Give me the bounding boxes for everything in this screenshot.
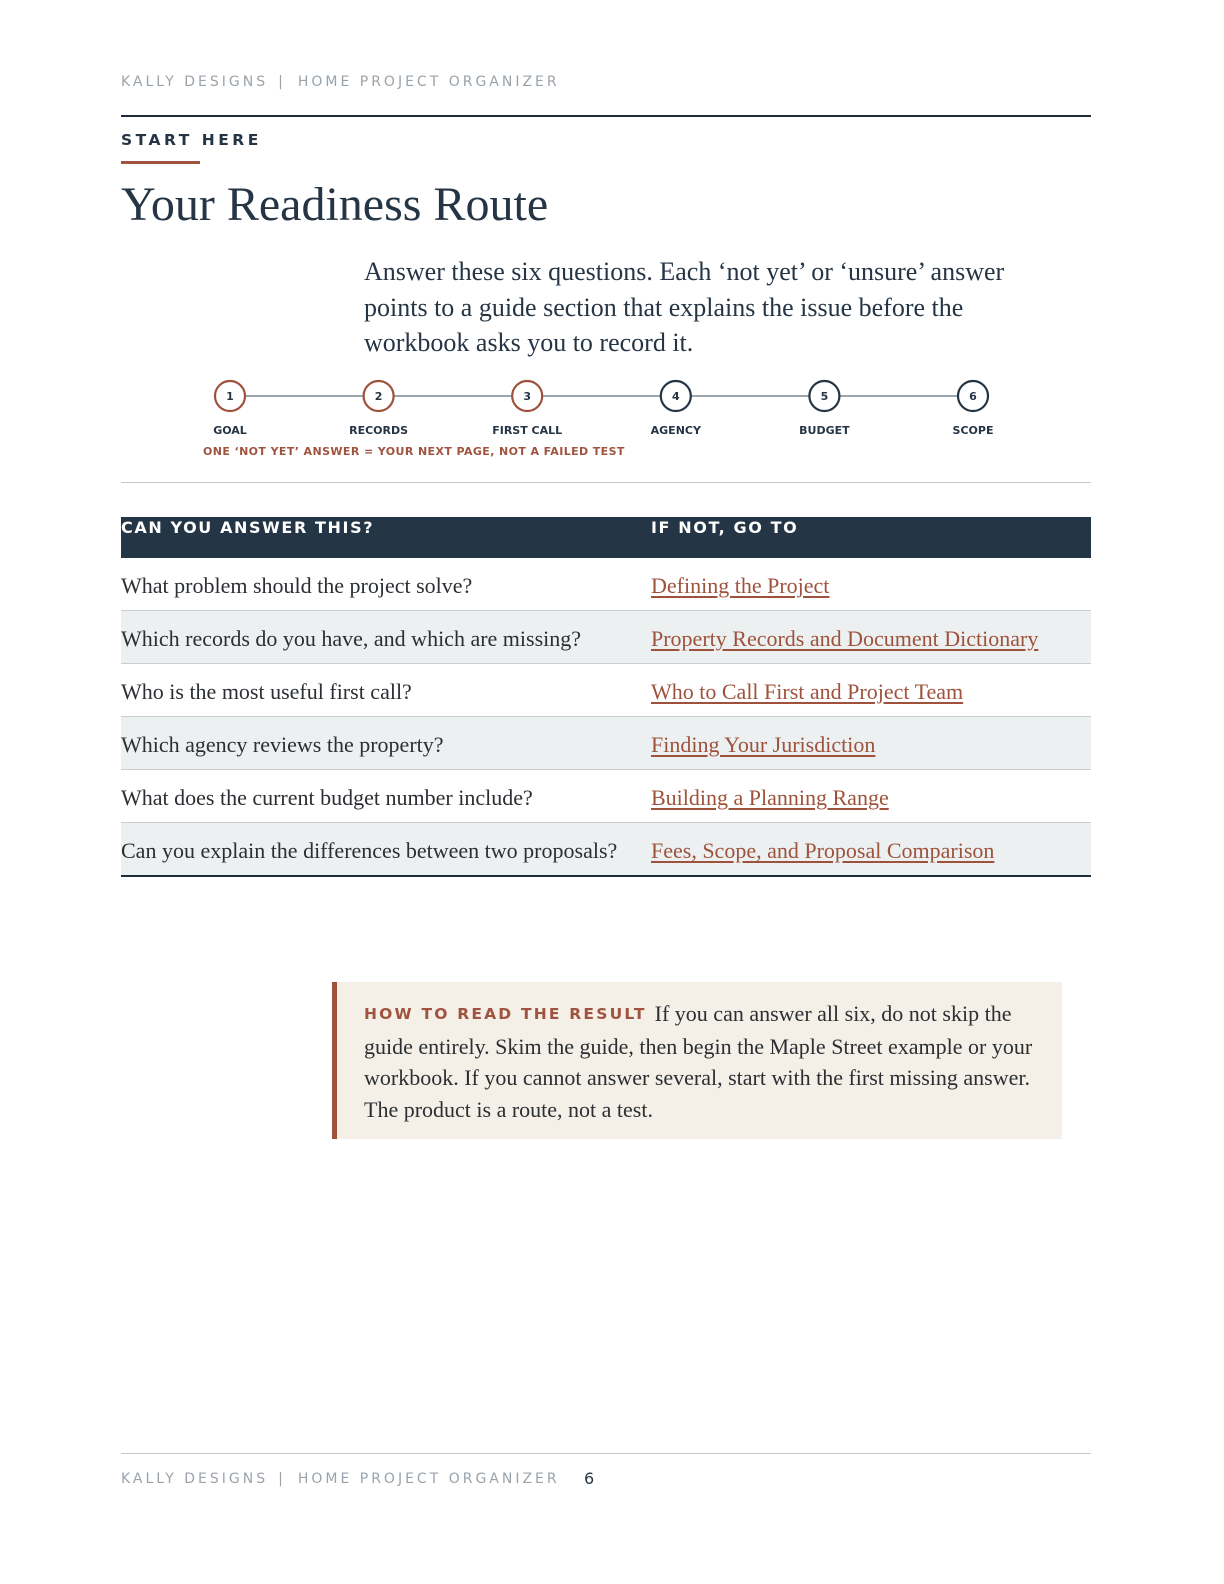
table-row bbox=[121, 558, 1091, 611]
guide-link[interactable]: Finding Your Jurisdiction bbox=[651, 732, 876, 757]
question-cell: Which records do you have, and which are missing? bbox=[121, 611, 651, 664]
page-number: 6 bbox=[584, 1469, 595, 1488]
table-row bbox=[121, 770, 1091, 823]
footer-product: HOME PROJECT ORGANIZER bbox=[297, 1471, 560, 1487]
table-row bbox=[121, 611, 1091, 664]
route-step-label: GOAL bbox=[213, 424, 247, 437]
readiness-route bbox=[121, 376, 1091, 466]
goto-cell bbox=[651, 717, 1091, 770]
question-cell: Can you explain the differences between two proposals? bbox=[121, 823, 651, 877]
table-row bbox=[121, 717, 1091, 770]
route-step-number: 2 bbox=[374, 390, 383, 403]
route-step-label: FIRST CALL bbox=[492, 424, 563, 437]
footer-brand: KALLY DESIGNS bbox=[121, 1471, 269, 1487]
header-rule bbox=[121, 115, 1091, 117]
column-header-goto: IF NOT, GO TO bbox=[651, 517, 1091, 558]
guide-link[interactable]: Who to Call First and Project Team bbox=[651, 679, 964, 704]
callout-text bbox=[364, 998, 1044, 1125]
route-step-label: AGENCY bbox=[650, 424, 701, 437]
question-cell: What does the current budget number include? bbox=[121, 770, 651, 823]
page-title: Your Readiness Route bbox=[121, 178, 549, 231]
question-cell: Who is the most useful first call? bbox=[121, 664, 651, 717]
section-kicker: START HERE bbox=[121, 131, 262, 149]
readiness-table bbox=[121, 517, 1091, 877]
running-header bbox=[121, 74, 560, 90]
guide-link[interactable]: Defining the Project bbox=[651, 573, 830, 598]
route-step-number: 3 bbox=[523, 390, 532, 403]
section-divider bbox=[121, 482, 1091, 483]
guide-link[interactable]: Building a Planning Range bbox=[651, 785, 889, 810]
question-cell: Which agency reviews the property? bbox=[121, 717, 651, 770]
column-header-question: CAN YOU ANSWER THIS? bbox=[121, 517, 651, 558]
intro-paragraph: Answer these six questions. Each ‘not yet’ or ‘unsure’ answer points to a guide section that explains the issue before the workbook asks you to record it. bbox=[364, 257, 1005, 357]
route-stepper bbox=[121, 376, 1091, 446]
route-note: ONE ‘NOT YET’ ANSWER = YOUR NEXT PAGE, NOT A FAILED TEST bbox=[203, 445, 625, 458]
goto-cell bbox=[651, 611, 1091, 664]
route-step-number: 6 bbox=[969, 390, 977, 403]
goto-cell bbox=[651, 558, 1091, 611]
footer-rule bbox=[121, 1453, 1091, 1454]
route-step-number: 1 bbox=[226, 390, 234, 403]
table-header-row bbox=[121, 517, 1091, 558]
route-step-number: 5 bbox=[820, 390, 829, 403]
kicker-underline bbox=[121, 161, 200, 164]
route-step-label: RECORDS bbox=[349, 424, 409, 437]
callout-lead: HOW TO READ THE RESULT bbox=[364, 1005, 647, 1023]
goto-cell bbox=[651, 770, 1091, 823]
route-step-label: BUDGET bbox=[799, 424, 850, 437]
route-step-number: 4 bbox=[671, 390, 680, 403]
table-row bbox=[121, 664, 1091, 717]
header-brand: KALLY DESIGNS bbox=[121, 74, 269, 90]
question-cell: What problem should the project solve? bbox=[121, 573, 473, 598]
guide-link[interactable]: Fees, Scope, and Proposal Comparison bbox=[651, 838, 995, 863]
result-callout bbox=[332, 982, 1062, 1139]
header-product: HOME PROJECT ORGANIZER bbox=[297, 74, 560, 90]
guide-link[interactable]: Property Records and Document Dictionary bbox=[651, 626, 1039, 651]
footer-separator: | bbox=[278, 1471, 286, 1487]
callout-body: If you can answer all six, do not skip the guide entirely. Skim the guide, then begin the Maple Street example or your workbook. If you cannot answer several, start with the first missing answer. The product is a route, not a test. bbox=[364, 1001, 1033, 1122]
goto-cell bbox=[651, 664, 1091, 717]
running-footer bbox=[121, 1471, 560, 1487]
goto-cell bbox=[651, 823, 1091, 877]
header-separator: | bbox=[278, 74, 286, 90]
route-step-label: SCOPE bbox=[952, 424, 994, 437]
table-row bbox=[121, 823, 1091, 877]
